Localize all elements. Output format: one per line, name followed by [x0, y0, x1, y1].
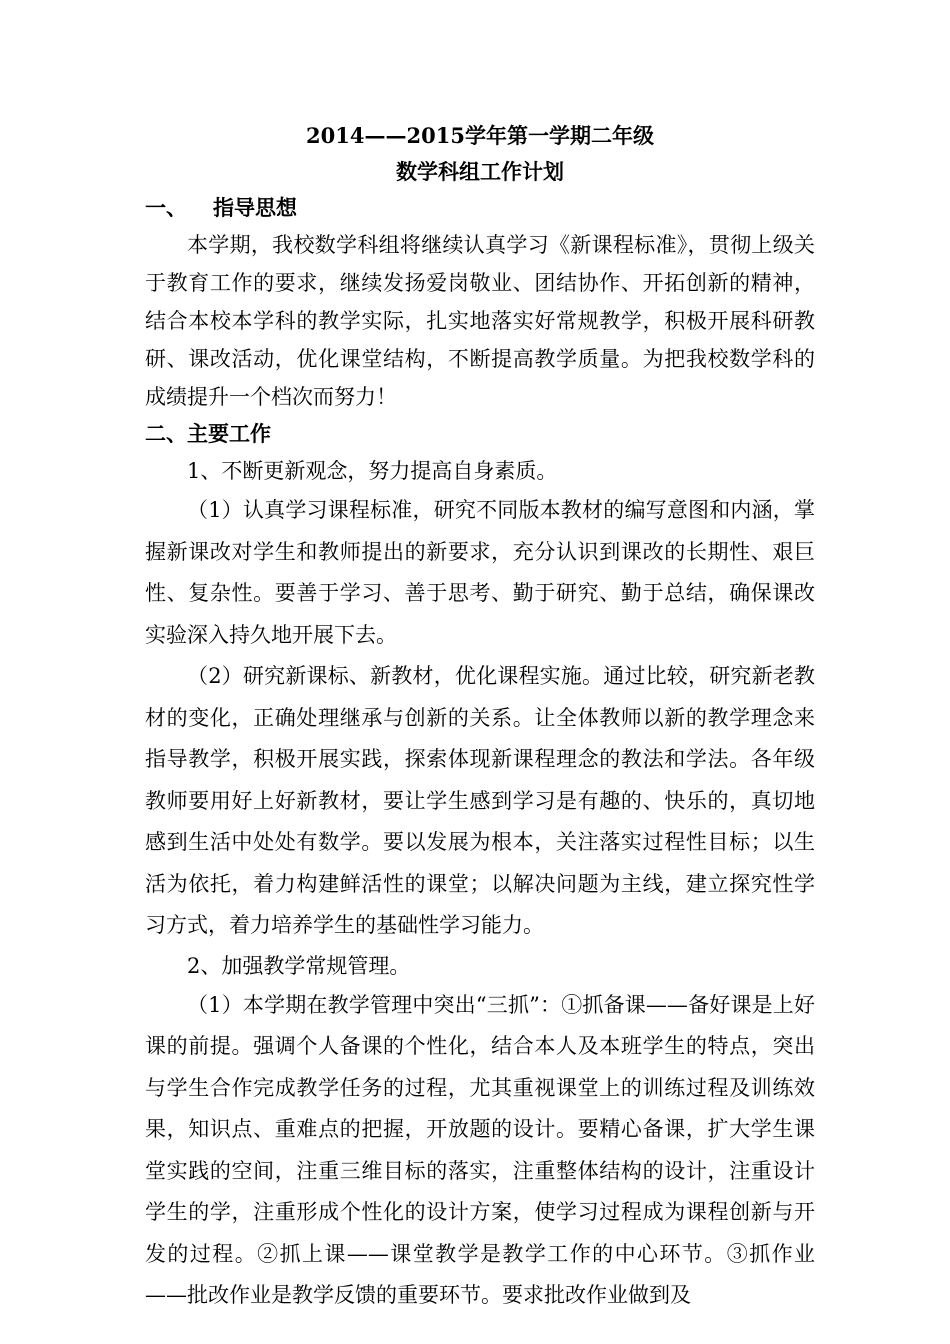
- item2-title: 2、加强教学常规管理。: [187, 953, 411, 978]
- item1-title: 1、不断更新观念，努力提高自身素质。: [187, 459, 558, 483]
- section1-paragraph: 本学期，我校数学科组将继续认真学习《新课程标准》，贯彻上级关于教育工作的要求，继续发扬爱岗敬业、团结协作、开拓创新的精神，结合本校本学科的教学实际，扎实地落实好常规教学，积极开展科研教研、课改活动，优化课堂结构，不断提高教学质量。为把我校数学科的成绩提升一个档次而努力！: [145, 233, 815, 409]
- section1-number: 一、: [145, 195, 187, 220]
- item1-paragraph2: （2）研究新课标、新教材，优化课程实施。通过比较，研究新老教材的变化，正确处理继承与创新的关系。让全体教师以新的教学理念来指导教学，积极开展实践，探索体现新课程理念的教法和学法。各年级教师要用好上好新教材，要让学生感到学习是有趣的、快乐的，真切地感到生活中处处有数学。要以发展为根本，关注落实过程性目标；以生活为依托，着力构建鲜活性的课堂；以解决问题为主线，建立探究性学习方式，着力培养学生的基础性学习能力。: [145, 664, 815, 937]
- section1-heading-text: 指导思想: [213, 195, 297, 220]
- document-page: [145, 118, 815, 1317]
- document-title-line2: 数学科组工作计划: [396, 159, 564, 184]
- section2-heading: 二、主要工作: [145, 421, 271, 446]
- document-title-line1: 2014——2015学年第一学期二年级: [306, 123, 654, 148]
- item2-paragraph1: （1）本学期在教学管理中突出“三抓”：①抓备课——备好课是上好课的前提。强调个人备课的个性化，结合本人及本班学生的特点，突出与学生合作完成教学任务的过程，尤其重视课堂上的训练过程及训练效果，知识点、重难点的把握，开放题的设计。要精心备课，扩大学生课堂实践的空间，注重三维目标的落实，注重整体结构的设计，注重设计学生的学，注重形成个性化的设计方案，使学习过程成为课程创新与开发的过程。②抓上课——课堂教学是教学工作的中心环节。③抓作业——批改作业是教学反馈的重要环节。要求批改作业做到及: [145, 992, 815, 1307]
- section1-heading: [145, 190, 815, 226]
- item1-paragraph1: （1）认真学习课程标准，研究不同版本教材的编写意图和内涵，掌握新课改对学生和教师提出的新要求，充分认识到课改的长期性、艰巨性、复杂性。要善于学习、善于思考、勤于研究、勤于总结，确保课改实验深入持久地开展下去。: [145, 498, 815, 647]
